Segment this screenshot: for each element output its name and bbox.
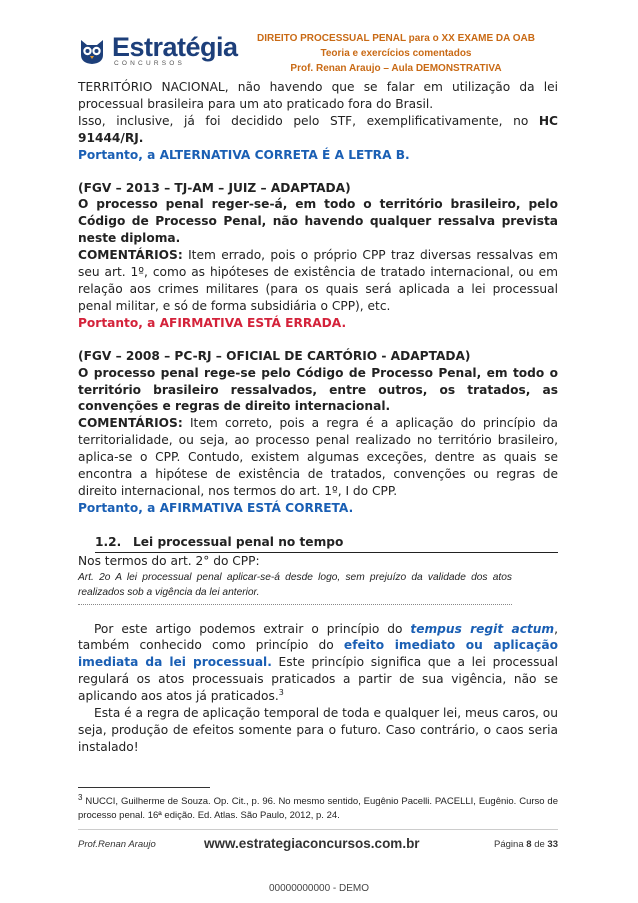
question-1-header: (FGV – 2013 – TJ-AM – JUIZ – ADAPTADA) [78, 180, 351, 195]
footnote-divider [78, 787, 210, 788]
section-heading [95, 534, 558, 553]
document-body [78, 79, 558, 756]
paragraph-stf: Isso, inclusive, já foi decidido pelo STF, exemplificativamente, no HC 91444/RJ. [78, 113, 558, 145]
footer-author: Prof.Renan Araujo [78, 839, 156, 850]
law-quote: Art. 2o A lei processual penal aplicar-se-á desde logo, sem prejuízo da validade dos atos realizados sob a vigência da lei anterior. [78, 570, 512, 605]
question-2-conclusion: Portanto, a AFIRMATIVA ESTÁ CORRETA. [78, 500, 354, 515]
header-line-2: Teoria e exercícios comentados [320, 48, 472, 59]
demo-watermark: 00000000000 - DEMO [268, 883, 370, 894]
footnote-number: 3 [78, 792, 83, 802]
question-1-conclusion: Portanto, a AFIRMATIVA ESTÁ ERRADA. [78, 315, 347, 330]
conclusion-letra-b: Portanto, a ALTERNATIVA CORRETA É A LETRA B. [78, 147, 410, 162]
footnote-ref[interactable]: 3 [278, 688, 284, 698]
logo [78, 34, 238, 67]
question-1-comment: COMENTÁRIOS: Item errado, pois o próprio CPP traz diversas ressalvas em seu art. 1º, como as hipóteses de existência de tratado internacional, ou em relação aos crimes militares (para os quais será aplicada a lei processual penal militar, e só de forma subsidiária o CPP), etc. [78, 248, 558, 313]
efeito-imediato: efeito imediato ou aplicação imediata da lei processual. [78, 638, 558, 670]
header-title [216, 31, 576, 76]
question-2-statement: O processo penal rege-se pelo Código de Processo Penal, em todo o território brasileiro ressalvados, entre outros, os tratados, as convenções e regras de direito internacional. [78, 365, 558, 414]
section-title: Lei processual penal no tempo [133, 534, 344, 549]
logo-text: Estratégia [112, 32, 238, 62]
header-line-3: Prof. Renan Araujo – Aula DEMONSTRATIVA [290, 63, 502, 74]
footer-url[interactable]: www.estrategiaconcursos.com.br [204, 836, 420, 851]
question-2-comment: COMENTÁRIOS: Item correto, pois a regra é a aplicação do princípio da territorialidade, ou seja, ao processo penal realizado no território brasileiro, aplica-se o CPP. Contudo, existem algumas exceções, dentre as quais se encontra a hipótese de existência de tratados, convenções ou regras de direito internacional, nos termos do art. 1º, I do CPP. [78, 416, 558, 498]
footnote [78, 792, 558, 823]
question-2-header: (FGV – 2008 – PC-RJ – OFICIAL DE CARTÓRIO - ADAPTADA) [78, 348, 471, 363]
owl-logo-icon [78, 37, 106, 65]
footer-divider [78, 829, 558, 830]
page-footer [78, 836, 558, 854]
tempus-regit-actum: tempus regit actum [410, 621, 555, 636]
page-header [0, 0, 638, 80]
paragraph-territorio: TERRITÓRIO NACIONAL, não havendo que se falar em utilização da lei processual brasileira para um ato praticado fora do Brasil. [78, 80, 558, 111]
question-1-statement: O processo penal reger-se-á, em todo o território brasileiro, pelo Código de Processo Penal, não havendo qualquer ressalva prevista neste diploma. [78, 197, 558, 246]
logo-subtext: CONCURSOS [114, 60, 186, 67]
section-number: 1.2. [95, 534, 122, 549]
hc-reference: HC 91444/RJ. [78, 113, 558, 145]
header-line-1: DIREITO PROCESSUAL PENAL para o XX EXAME DA OAB [256, 33, 535, 44]
page-number: Página 8 de 33 [494, 839, 558, 850]
footnote-text: NUCCI, Guilherme de Souza. Op. Cit., p. 96. No mesmo sentido, Eugênio Pacelli. PACELLI, Eugênio. Curso de processo penal. 16ª edição. Ed. Atlas. São Paulo, 2012, p. 24. [78, 796, 558, 821]
paragraph-tempus: Por este artigo podemos extrair o princípio do tempus regit actum, também conhecido como princípio do efeito imediato ou aplicação imediata da lei processual. Este princípio significa que a lei processual regulará os atos processuais praticados a partir de sua vigência, não se aplicando aos atos já praticados.$^3$ [78, 621, 559, 704]
intro-line: Nos termos do art. 2° do CPP: [78, 553, 260, 568]
paragraph-regra: Esta é a regra de aplicação temporal de toda e qualquer lei, meus caros, ou seja, produção de efeitos somente para o futuro. Caso contrário, o caos seria instalado! [78, 706, 558, 754]
